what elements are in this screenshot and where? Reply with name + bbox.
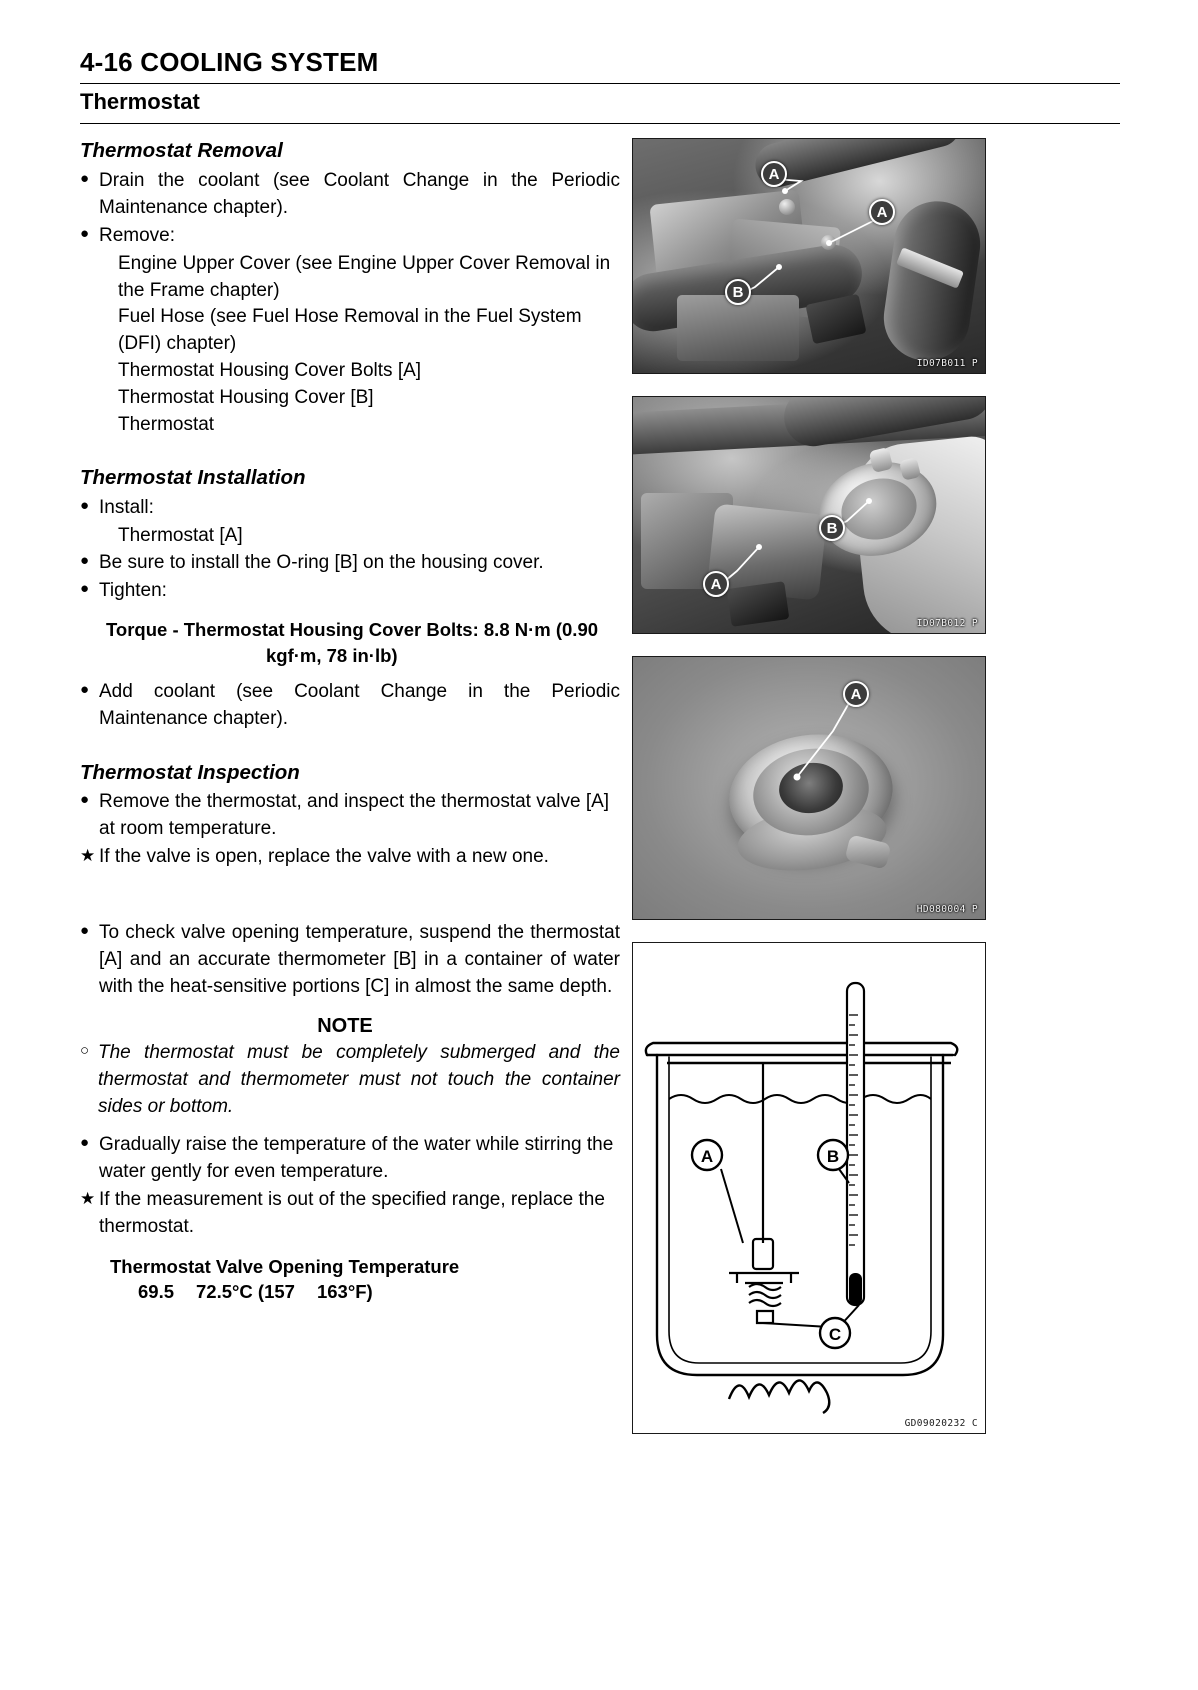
bullet-star-icon: ★ [80,846,96,866]
callout-a: A [869,199,895,225]
subsection-heading-inspection: Thermostat Inspection [80,760,300,784]
valve-temperature-specification [80,1255,620,1305]
list-item [80,920,620,1001]
list-item-text: Tighten: [99,579,167,601]
list-item-text: Gradually raise the temperature of the water while stirring the water gently for even temperature. [99,1133,614,1182]
callout-a: A [761,161,787,187]
leader-lines [633,139,986,374]
list-item [80,1132,620,1186]
torque-specification [80,617,620,669]
bullet-dot-icon: ● [80,680,90,698]
leader-lines [633,397,986,634]
list-subitem-text: Thermostat [118,414,215,436]
note-heading: NOTE [317,1014,373,1037]
note-text: The thermostat must be completely submerged and the thermostat and thermometer must not touch the container sides or bottom. [98,1041,620,1117]
callout-b: B [819,515,845,541]
list-item-text: Remove: [99,224,176,246]
heat-source-icon [729,1380,829,1413]
bullet-dot-icon: ● [80,224,90,242]
header-divider-bottom [80,123,1120,124]
bullet-dot-icon: ● [80,1133,90,1151]
bullet-star-icon: ★ [80,1188,96,1208]
figure-housing-cover [632,396,986,634]
section-title: Thermostat [80,88,200,114]
list-item-text: Remove the thermostat, and inspect the thermostat valve [A] at room temperature. [99,791,610,840]
beaker-schematic [633,943,986,1434]
list-item [80,550,620,577]
bullet-dot-icon: ● [80,551,90,569]
spec-value-low: 69.5 [138,1280,175,1302]
list-item-text: Drain the coolant (see Coolant Change in the Periodic Maintenance chapter). [99,169,620,218]
list-item-text: Add coolant (see Coolant Change in the Periodic Maintenance chapter). [99,680,620,729]
callout-b: B [725,279,751,305]
note-item [80,1040,620,1121]
thermometer-bulb [849,1273,862,1305]
spec-value [110,1280,620,1305]
bullet-dot-icon: ● [80,922,90,939]
list-subitem-text: Thermostat Housing Cover [B] [118,387,374,409]
callout-a: A [703,571,729,597]
list-subitem-text: Fuel Hose (see Fuel Hose Removal in the Fuel System (DFI) chapter) [118,306,582,355]
subsection-heading-installation: Thermostat Installation [80,466,306,490]
bullet-circle-icon: ○ [80,1041,90,1059]
thermostat-in-water [729,1239,799,1323]
content-column-lower [80,920,620,1309]
figure-column [632,138,986,1434]
spec-value-high: 72.5°C (157 [196,1280,295,1302]
bullet-dot-icon: ● [80,579,90,597]
list-item [80,223,620,250]
list-item-text: Install: [99,496,154,518]
bullet-dot-icon: ● [80,169,90,187]
callout-b: B [826,1147,840,1166]
diagram-callouts [692,1140,850,1348]
callout-c: C [828,1325,842,1344]
bullet-dot-icon: ● [80,496,90,514]
spec-title: Thermostat Valve Opening Temperature [110,1255,460,1277]
callout-a: A [843,681,869,707]
list-item-text: If the measurement is out of the specified range, replace the thermostat. [99,1188,605,1237]
figure-thermostat-part [632,656,986,920]
list-subitem-text: Thermostat Housing Cover Bolts [A] [118,360,422,382]
list-item [80,495,620,522]
bullet-dot-icon: ● [80,791,90,809]
subsection-heading-removal: Thermostat Removal [80,139,283,162]
figure-engine-bay [632,138,986,374]
torque-spec-line-1: Torque - Thermostat Housing Cover Bolts: 8.8 N·m (0.90 [106,618,599,640]
list-item [80,789,620,843]
figure-caption: ID07B012 P [916,618,978,629]
list-item [80,679,620,733]
figure-caption: HD080004 P [916,904,978,915]
leader-lines [633,657,986,920]
figure-caption: ID07B011 P [916,358,978,369]
figure-beaker-diagram [632,942,986,1434]
list-item [80,578,620,605]
list-item [80,844,620,871]
list-item [80,1187,620,1241]
page-header [80,48,1120,124]
list-subitem-text: Thermostat [A] [118,524,243,546]
list-item-text: If the valve is open, replace the valve with a new one. [99,846,549,868]
page-title: 4-16 COOLING SYSTEM [80,47,379,77]
list-subitem-text: Engine Upper Cover (see Engine Upper Cover Removal in the Frame chapter) [118,252,611,301]
content-column [80,138,620,872]
water-surface-line [669,1095,931,1103]
list-item-text: To check valve opening temperature, suspend the thermostat [A] and an accurate thermometer [B] in a container of water with the heat-sensitive portions [C] in almost the same depth. [99,922,620,997]
torque-spec-line-2: kgf·m, 78 in·lb) [266,644,398,666]
spec-value-f: 163°F) [316,1280,373,1302]
list-item [80,168,620,222]
callout-a: A [700,1147,714,1166]
figure-caption: GD09020232 C [904,1418,978,1429]
list-item-text: Be sure to install the O-ring [B] on the housing cover. [99,551,544,573]
